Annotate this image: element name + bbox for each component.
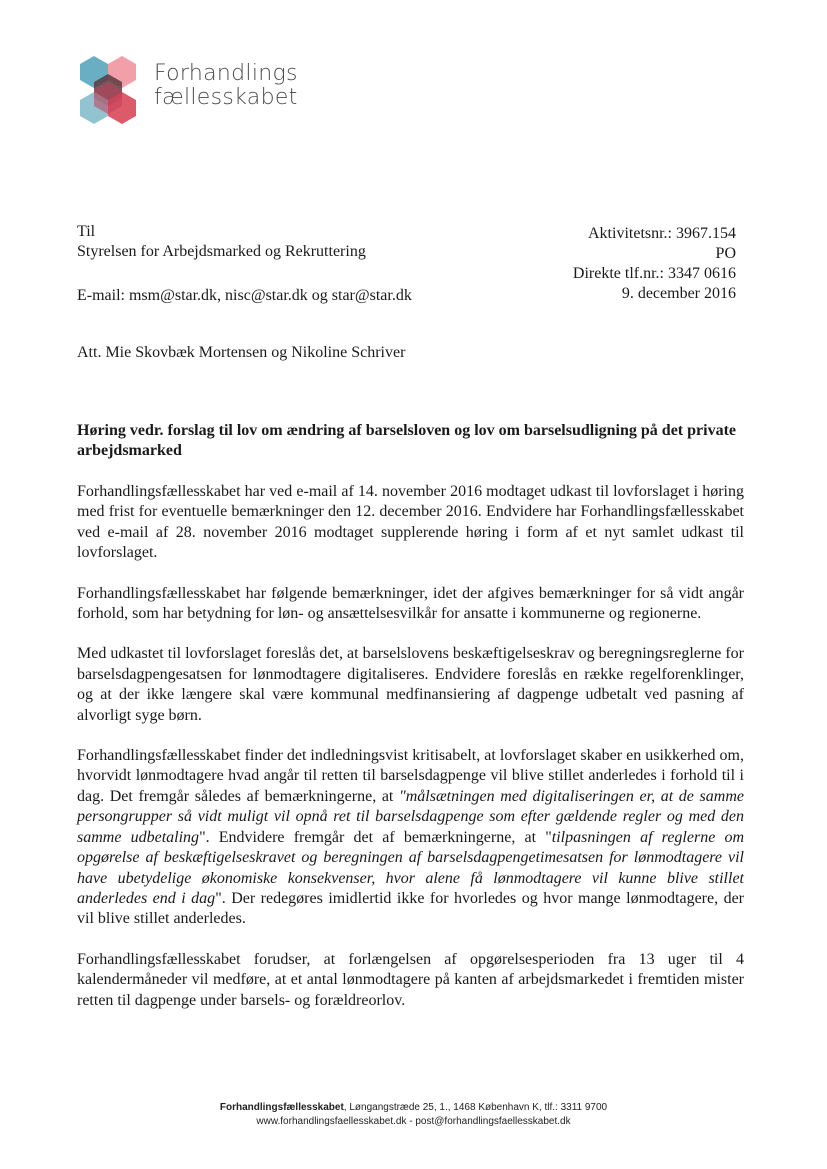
logo bbox=[78, 52, 318, 132]
paragraph-1: Forhandlingsfællesskabet har ved e-mail af 14. november 2016 modtaget udkast til lovforslaget i høring med frist for eventuelle bemærkninger den 12. december 2016. Endvidere har Forhandlingsfællesskabet ved e-mail af 28. november 2016 modtaget supplerende høring i form af et nyt samlet udkast til lovforslaget. bbox=[77, 483, 744, 562]
footer-line-2: www.forhandlingsfaellesskabet.dk - post@forhandlingsfaellesskabet.dk bbox=[256, 1116, 571, 1127]
footer-address: , Løngangstræde 25, 1., 1468 København K, tlf.: 3311 9700 bbox=[343, 1102, 608, 1113]
footer bbox=[0, 1101, 827, 1129]
logo-wordmark bbox=[154, 62, 298, 110]
paragraph-4-part-e: ". Der redegøres imidlertid ikke for hvorledes og hvor mange lønmodtagere, der vil blive stillet anderledes. bbox=[77, 889, 745, 928]
activity-number: Aktivitetsnr.: 3967.154 bbox=[588, 225, 736, 242]
paragraph-2: Forhandlingsfællesskabet har følgende bemærkninger, idet der afgives bemærkninger for så vidt angår forhold, som har betydning for løn- og ansættelsesvilkår for ansatte i kommunerne og regionerne. bbox=[77, 584, 744, 623]
paragraph-5: Forhandlingsfællesskabet forudser, at forlængelsen af opgørelsesperioden fra 13 uger til 4 kalendermåneder vil medføre, at et antal lønmodtagere på kanten af arbejdsmarkedet i fremtiden mister retten til dagpenge under barsels- og forældreorlov. bbox=[77, 950, 744, 1009]
quote-2: tilpasningen af reglerne om opgørelse af beskæftigelseskravet og beregningen af barselsdagpengetimesatsen for lønmodtagere vil have ubetydelige økonomiske konsekvenser, hvor alene få lønmodtagere vil kunne blive stillet anderledes end i dag bbox=[77, 828, 745, 907]
footer-org-name: Forhandlingsfællesskabet bbox=[219, 1102, 344, 1113]
logo-line-2: fællesskabet bbox=[154, 85, 298, 110]
sender-initials: PO bbox=[715, 245, 736, 262]
recipient-block bbox=[77, 222, 412, 306]
recipient-to-label: Til bbox=[77, 223, 96, 240]
logo-line-1: Forhandlings bbox=[154, 61, 298, 86]
letter-body bbox=[77, 482, 744, 1031]
recipient-email: E-mail: msm@star.dk, nisc@star.dk og star@star.dk bbox=[77, 287, 412, 304]
attention-line: Att. Mie Skovbæk Mortensen og Nikoline Schriver bbox=[77, 344, 406, 361]
paragraph-4-part-a: Forhandlingsfællesskabet finder det indledningsvist kritisabelt, at lovforslaget skaber en usikkerhed om, hvorvidt lønmodtagere hvad angår til retten til barselsdagpenge vil blive stillet anderledes i forhold til i dag. Det fremgår således af bemærkningerne, at bbox=[77, 747, 744, 805]
meta-block bbox=[573, 224, 736, 304]
hexagon-logo-icon bbox=[78, 52, 144, 132]
footer-line-1 bbox=[0, 1101, 827, 1115]
recipient-org: Styrelsen for Arbejdsmarked og Rekruttering bbox=[77, 243, 366, 260]
direct-phone: Direkte tlf.nr.: 3347 0616 bbox=[572, 265, 736, 282]
letter-heading: Høring vedr. forslag til lov om ændring af barselsloven og lov om barselsudligning på det private arbejdsmarked bbox=[77, 422, 736, 459]
quote-1: "målsætningen med digitaliseringen er, at de samme persongrupper så vidt muligt vil opnå ret til barselsdagpenge som efter gældende regler og med den samme udbetaling bbox=[77, 787, 744, 846]
paragraph-4-part-c: ". Endvidere fremgår det af bemærkningerne, at " bbox=[199, 828, 552, 846]
paragraph-3: Med udkastet til lovforslaget foreslås det, at barselslovens beskæftigelseskrav og beregningsreglerne for barselsdagpengesatsen for lønmodtagere digitaliseres. Endvidere foreslås en række regelforenklinger, og at der ikke længere skal være kommunal medfinansiering af dagpenge udbetalt ved pasning af alvorligt syge børn. bbox=[77, 645, 744, 724]
letter-date: 9. december 2016 bbox=[621, 285, 736, 302]
paragraph-4 bbox=[77, 746, 744, 930]
